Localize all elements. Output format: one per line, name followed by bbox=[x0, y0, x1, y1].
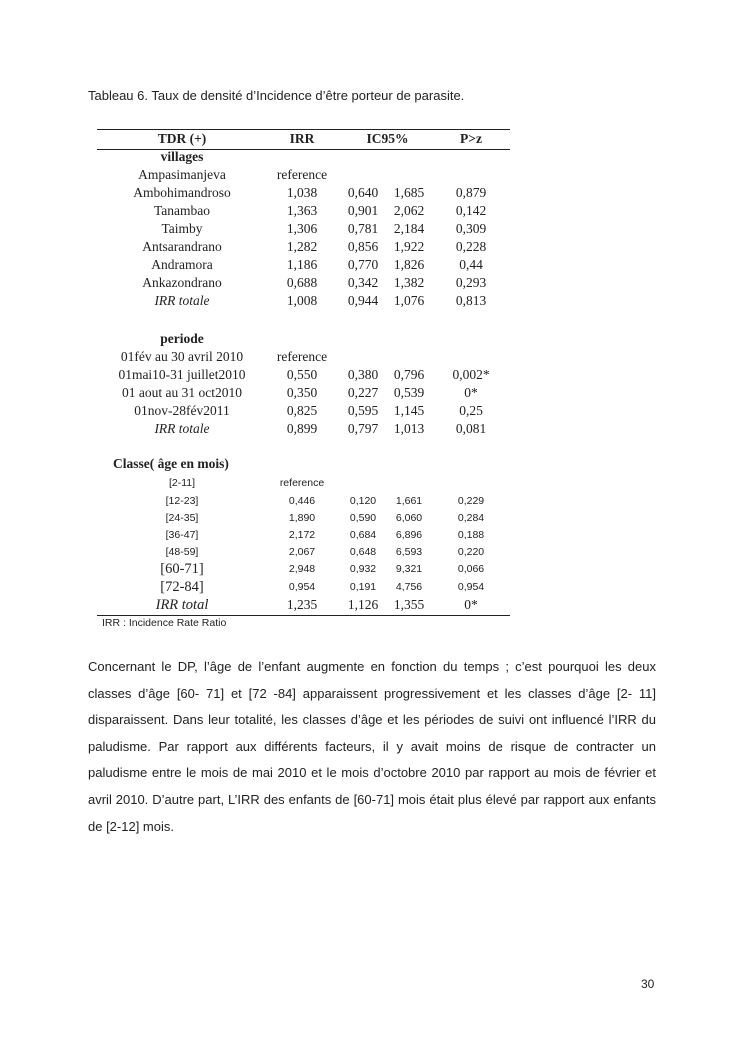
ci-lower-value: 0,684 bbox=[349, 529, 377, 541]
irr-value: reference bbox=[279, 477, 325, 489]
ci-upper-value: 1,355 bbox=[393, 597, 425, 612]
ci-upper-value: 4,756 bbox=[395, 581, 423, 593]
irr-value: 0,446 bbox=[288, 495, 316, 507]
row-label: [12-23] bbox=[165, 495, 199, 507]
section-title-classe: Classe( âge en mois) bbox=[113, 456, 229, 471]
p-value: 0* bbox=[464, 597, 478, 612]
table-row bbox=[97, 292, 510, 310]
row-label: [2-11] bbox=[168, 477, 196, 489]
p-value: 0,228 bbox=[455, 239, 487, 254]
table-bottom-rule bbox=[97, 615, 510, 616]
irr-value: 1,306 bbox=[286, 221, 318, 236]
section-title-periode: periode bbox=[160, 331, 204, 346]
table-row bbox=[97, 578, 510, 596]
irr-value: reference bbox=[276, 167, 328, 182]
irr-value: 1,235 bbox=[286, 597, 318, 612]
ci-upper-value: 6,896 bbox=[395, 529, 423, 541]
table-row bbox=[97, 348, 510, 366]
row-label: [24-35] bbox=[165, 512, 199, 524]
table-row bbox=[97, 220, 510, 238]
irr-value: 0,899 bbox=[286, 421, 318, 436]
ci-upper-value: 1,922 bbox=[393, 239, 425, 254]
row-label: [72-84] bbox=[160, 579, 204, 595]
p-value: 0,309 bbox=[455, 221, 487, 236]
section-title-villages: villages bbox=[160, 149, 204, 164]
row-label: IRR totale bbox=[154, 293, 210, 308]
ci-upper-value: 6,060 bbox=[395, 512, 423, 524]
ci-lower-value: 0,590 bbox=[349, 512, 377, 524]
ci-lower-value: 0,781 bbox=[347, 221, 379, 236]
table-header-row bbox=[97, 130, 510, 148]
table-note: IRR : Incidence Rate Ratio bbox=[102, 617, 227, 629]
row-label: Andramora bbox=[151, 257, 213, 272]
irr-value: reference bbox=[276, 349, 328, 364]
irr-value: 2,172 bbox=[288, 529, 316, 541]
row-label: 01fév au 30 avril 2010 bbox=[120, 349, 244, 364]
ci-lower-value: 1,126 bbox=[347, 597, 379, 612]
irr-value: 1,186 bbox=[286, 257, 318, 272]
paragraph-text: Concernant le DP, l’âge de l’enfant augmente en fonction du temps ; c’est pourquoi les deux classes d’âge [60- 71] et [72 -84] apparaissent progressivement et les classes d’âge [2- 11] disparaissent. Dans leur totalité, les classes d’âge et les périodes de suivi ont influencé l’IRR du paludisme. Par rapport aux différents facteurs, il y avait moins de risque de contracter un paludisme entre le mois de mai 2010 et le mois d’octobre 2010 par rapport au mois de février et avril 2010. D’autre part, L’IRR des enfants de [60-71] mois était plus élevé par rapport aux enfants de [2-12] mois. bbox=[88, 659, 656, 834]
ci-upper-value: 1,382 bbox=[393, 275, 425, 290]
body-paragraph bbox=[88, 654, 656, 840]
p-value: 0,188 bbox=[457, 529, 485, 541]
p-value: 0,220 bbox=[457, 546, 485, 558]
header-ic95: IC95% bbox=[366, 131, 409, 146]
table-row bbox=[97, 474, 510, 492]
ci-lower-value: 0,380 bbox=[347, 367, 379, 382]
ci-lower-value: 0,648 bbox=[349, 546, 377, 558]
header-irr: IRR bbox=[289, 131, 315, 146]
section-classe bbox=[97, 455, 510, 473]
row-label: Taimby bbox=[161, 221, 203, 236]
row-label: [48-59] bbox=[165, 546, 199, 558]
irr-value: 2,067 bbox=[288, 546, 316, 558]
irr-value: 2,948 bbox=[288, 563, 316, 575]
row-label: Antsarandrano bbox=[142, 239, 222, 254]
ci-upper-value: 1,826 bbox=[393, 257, 425, 272]
ci-lower-value: 0,932 bbox=[349, 563, 377, 575]
p-value: 0,813 bbox=[455, 293, 487, 308]
irr-value: 1,038 bbox=[286, 185, 318, 200]
table-row bbox=[97, 526, 510, 544]
p-value: 0,066 bbox=[457, 563, 485, 575]
row-label: Ankazondrano bbox=[142, 275, 222, 290]
ci-upper-value: 1,661 bbox=[395, 495, 423, 507]
ci-lower-value: 0,120 bbox=[349, 495, 377, 507]
irr-value: 1,363 bbox=[286, 203, 318, 218]
p-value: 0,44 bbox=[459, 257, 483, 272]
table-row bbox=[97, 366, 510, 384]
irr-value: 1,008 bbox=[286, 293, 318, 308]
table-row bbox=[97, 543, 510, 561]
row-label: Ambohimandroso bbox=[133, 185, 231, 200]
row-label: IRR totale bbox=[154, 421, 210, 436]
p-value: 0,954 bbox=[457, 581, 485, 593]
ci-lower-value: 0,901 bbox=[347, 203, 379, 218]
row-label: [60-71] bbox=[160, 561, 204, 577]
irr-value: 1,282 bbox=[286, 239, 318, 254]
section-villages bbox=[97, 148, 510, 166]
table-caption: Tableau 6. Taux de densité d’Incidence d’être porteur de parasite. bbox=[88, 88, 465, 103]
section-periode bbox=[97, 330, 510, 348]
table-row bbox=[97, 256, 510, 274]
page-number: 30 bbox=[641, 977, 655, 991]
p-value: 0,284 bbox=[457, 512, 485, 524]
table-row bbox=[97, 402, 510, 420]
row-label: 01nov-28fév2011 bbox=[134, 403, 230, 418]
ci-lower-value: 0,191 bbox=[349, 581, 377, 593]
ci-upper-value: 1,013 bbox=[393, 421, 425, 436]
p-value: 0,25 bbox=[459, 403, 483, 418]
ci-upper-value: 1,685 bbox=[393, 185, 425, 200]
p-value: 0,081 bbox=[455, 421, 487, 436]
ci-upper-value: 1,145 bbox=[393, 403, 425, 418]
row-label: Tanambao bbox=[153, 203, 211, 218]
row-label: Ampasimanjeva bbox=[138, 167, 226, 182]
ci-upper-value: 0,796 bbox=[393, 367, 425, 382]
table-row bbox=[97, 238, 510, 256]
ci-upper-value: 9,321 bbox=[395, 563, 423, 575]
p-value: 0,142 bbox=[455, 203, 487, 218]
irr-value: 0,350 bbox=[286, 385, 318, 400]
table-row bbox=[97, 560, 510, 578]
table-row bbox=[97, 509, 510, 527]
header-p: P>z bbox=[460, 131, 482, 146]
p-value: 0,293 bbox=[455, 275, 487, 290]
irr-value: 0,954 bbox=[288, 581, 316, 593]
row-label: 01 aout au 31 oct2010 bbox=[122, 385, 242, 400]
ci-lower-value: 0,944 bbox=[347, 293, 379, 308]
row-label: [36-47] bbox=[165, 529, 199, 541]
table-row bbox=[97, 420, 510, 438]
table-row bbox=[97, 274, 510, 292]
table-row bbox=[97, 166, 510, 184]
irr-value: 1,890 bbox=[288, 512, 316, 524]
p-value: 0,879 bbox=[455, 185, 487, 200]
ci-lower-value: 0,595 bbox=[347, 403, 379, 418]
irr-value: 0,825 bbox=[286, 403, 318, 418]
table-row bbox=[97, 492, 510, 510]
p-value: 0,229 bbox=[457, 495, 485, 507]
ci-lower-value: 0,797 bbox=[347, 421, 379, 436]
row-label: 01mai10-31 juillet2010 bbox=[118, 367, 246, 382]
ci-upper-value: 2,184 bbox=[393, 221, 425, 236]
ci-lower-value: 0,640 bbox=[347, 185, 379, 200]
ci-lower-value: 0,770 bbox=[347, 257, 379, 272]
ci-upper-value: 6,593 bbox=[395, 546, 423, 558]
ci-lower-value: 0,856 bbox=[347, 239, 379, 254]
table-row bbox=[97, 384, 510, 402]
ci-upper-value: 1,076 bbox=[393, 293, 425, 308]
row-label: IRR total bbox=[155, 597, 209, 613]
p-value: 0* bbox=[464, 385, 478, 400]
ci-lower-value: 0,227 bbox=[347, 385, 379, 400]
irr-value: 0,688 bbox=[286, 275, 318, 290]
header-tdr: TDR (+) bbox=[157, 131, 207, 146]
table-row bbox=[97, 184, 510, 202]
table-row bbox=[97, 596, 510, 614]
ci-upper-value: 2,062 bbox=[393, 203, 425, 218]
ci-upper-value: 0,539 bbox=[393, 385, 425, 400]
ci-lower-value: 0,342 bbox=[347, 275, 379, 290]
irr-value: 0,550 bbox=[286, 367, 318, 382]
p-value: 0,002* bbox=[452, 367, 490, 382]
table-row bbox=[97, 202, 510, 220]
